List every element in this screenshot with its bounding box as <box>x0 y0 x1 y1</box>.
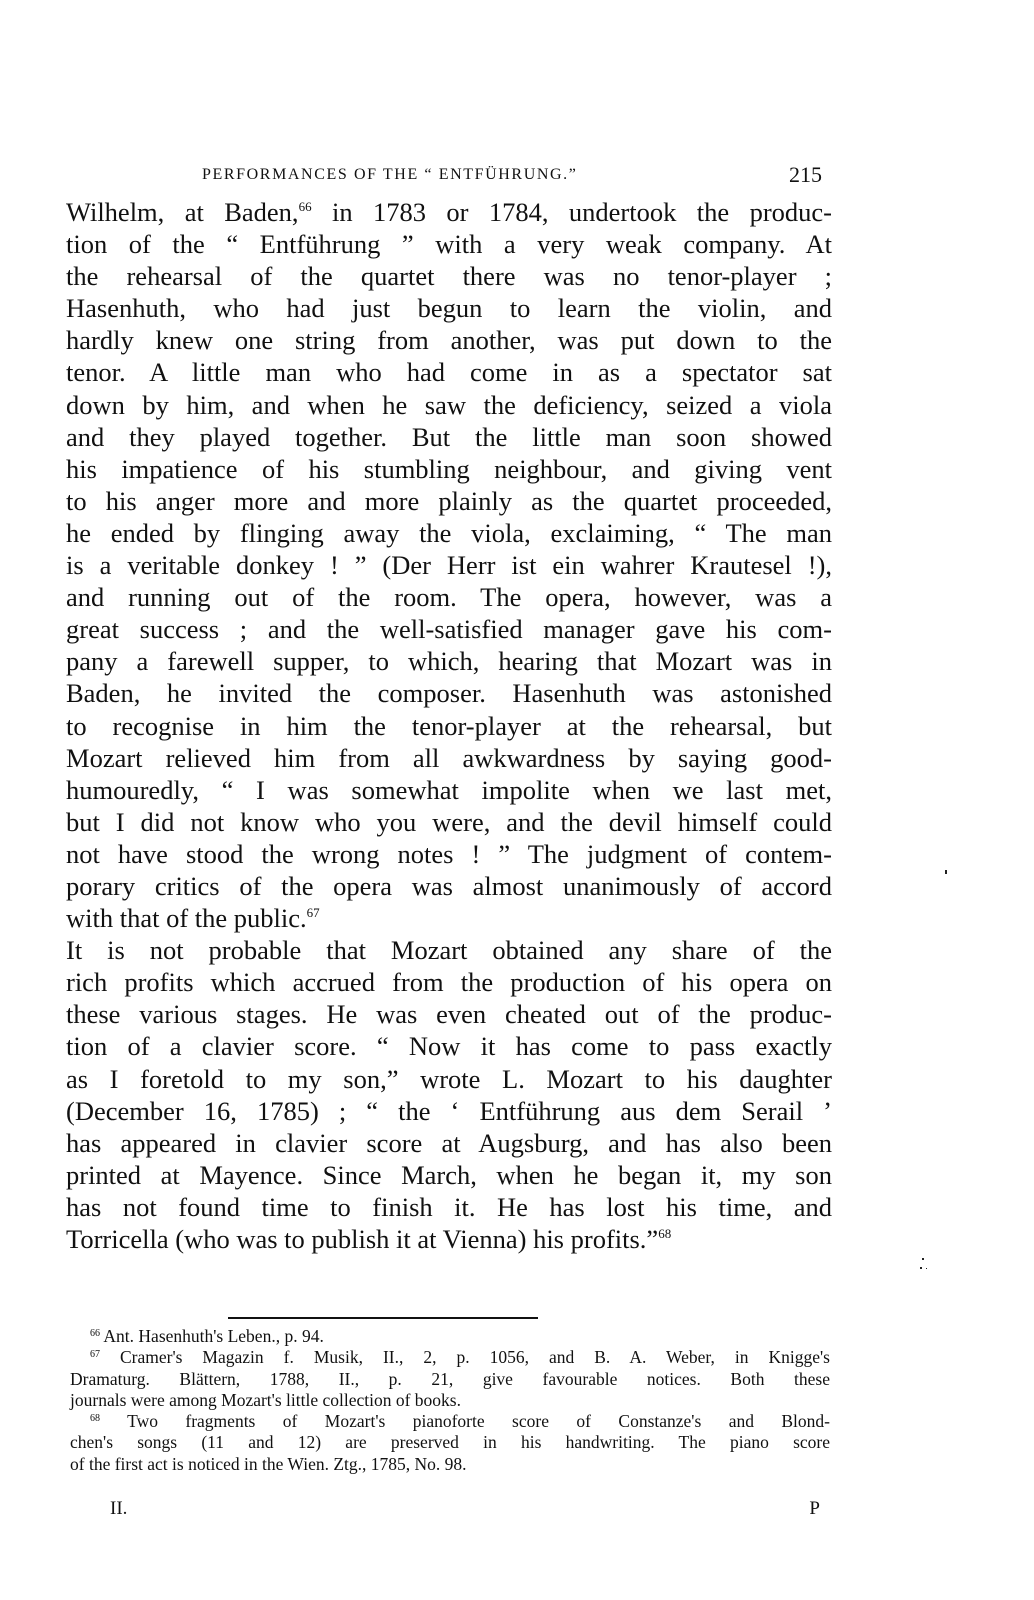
text-line <box>66 292 832 324</box>
footnote-line <box>70 1369 830 1390</box>
text-line-content: down by him, and when he saw the deficiency, seized a viola <box>66 389 832 420</box>
scan-speck <box>922 1258 924 1260</box>
text-line <box>66 260 832 292</box>
text-line-content: but I did not know who you were, and the devil himself could <box>66 806 832 837</box>
signature-letter: P <box>809 1498 820 1519</box>
scan-speck <box>926 1268 927 1269</box>
text-line <box>66 324 832 356</box>
footnote-line <box>70 1326 830 1347</box>
text-line <box>66 1063 832 1095</box>
text-line-content: printed at Mayence. Since March, when he began it, my son <box>66 1159 832 1190</box>
text-line-content: Wilhelm, at Baden, <box>66 197 299 227</box>
text-line-content: is a veritable donkey ! ” (Der Herr ist ein wahrer Krautesel !), <box>66 550 832 581</box>
text-line <box>66 934 832 966</box>
footnote-line <box>70 1411 830 1432</box>
text-line-content: It is not probable that Mozart obtained any share of the <box>66 935 832 966</box>
text-line <box>66 1127 832 1159</box>
text-line <box>66 710 832 742</box>
text-line <box>66 870 832 902</box>
text-line-content: Hasenhuth, who had just begun to learn the violin, and <box>66 293 832 324</box>
text-line <box>66 1191 832 1223</box>
text-line-content: Mozart relieved him from all awkwardness by saying good- <box>66 742 832 773</box>
footnote-marker[interactable]: 66 <box>298 199 312 214</box>
text-line <box>66 389 832 421</box>
text-line-content: tenor. A little man who had come in as a spectator sat <box>66 357 832 388</box>
text-line <box>66 228 832 260</box>
text-line-content: to recognise in him the tenor-player at the rehearsal, but <box>66 710 832 741</box>
footnote-line <box>70 1390 830 1411</box>
text-line <box>66 356 832 388</box>
footnote-text: Ant. Hasenhuth's Leben., p. 94. <box>100 1326 324 1346</box>
text-line-content: his impatience of his stumbling neighbour, and giving vent <box>66 453 832 484</box>
text-line <box>66 613 832 645</box>
footnote-text: chen's songs (11 and 12) are preserved in his handwriting. The piano score <box>70 1432 830 1453</box>
text-line-content: he ended by flinging away the viola, exclaiming, “ The man <box>66 517 832 548</box>
footnote-number: 66 <box>90 1328 100 1339</box>
text-line <box>66 677 832 709</box>
text-line-content: humouredly, “ I was somewhat impolite when we last met, <box>66 774 832 805</box>
footnote-text: Cramer's Magazin f. Musik, II., 2, p. 1056, and B. A. Weber, in Knigge's <box>100 1347 830 1368</box>
text-line <box>66 966 832 998</box>
text-line-content: porary critics of the opera was almost unanimously of accord <box>66 870 832 901</box>
footnote-text: of the first act is noticed in the Wien. Ztg., 1785, No. 98. <box>70 1453 467 1474</box>
volume-mark: II. <box>110 1498 128 1519</box>
text-line <box>66 1095 832 1127</box>
footnote-text: Dramaturg. Blättern, 1788, II., p. 21, give favourable notices. Both these <box>70 1368 830 1389</box>
running-head <box>202 160 822 190</box>
text-line <box>66 517 832 549</box>
body-text <box>66 196 832 1255</box>
text-line <box>66 902 832 934</box>
text-line-content: rich profits which accrued from the production of his opera on <box>66 967 832 998</box>
text-line <box>66 421 832 453</box>
footnote-marker[interactable]: 67 <box>306 905 320 921</box>
text-line <box>66 485 832 517</box>
text-line-content: has appeared in clavier score at Augsburg, and has also been <box>66 1127 832 1158</box>
text-line <box>66 549 832 581</box>
footnote-line <box>70 1432 830 1453</box>
text-line <box>66 1159 832 1191</box>
footnote-text: journals were among Mozart's little collection of books. <box>70 1389 461 1410</box>
footnotes <box>70 1326 830 1475</box>
text-line-content: to his anger more and more plainly as the quartet proceeded, <box>66 485 832 516</box>
text-line <box>66 1030 832 1062</box>
page-number: 215 <box>789 162 822 187</box>
text-line-content: tion of the “ Entführung ” with a very weak company. At <box>66 229 832 260</box>
text-line-content: and running out of the room. The opera, however, was a <box>66 582 832 613</box>
text-line-content: as I foretold to my son,” wrote L. Mozart to his daughter <box>66 1063 832 1094</box>
text-line <box>66 196 832 228</box>
text-line-content: Torricella (who was to publish it at Vienna) his profits.” <box>66 1224 659 1254</box>
scan-speck <box>920 1267 922 1269</box>
text-line-continuation: in 1783 or 1784, undertook the produc- <box>311 197 832 227</box>
text-line-content: pany a farewell supper, to which, hearing that Mozart was in <box>66 646 832 677</box>
text-line-content: the rehearsal of the quartet there was no tenor-player ; <box>66 261 832 292</box>
footnote-line <box>70 1454 830 1475</box>
running-head-title: PERFORMANCES OF THE “ ENTFÜHRUNG.” <box>202 166 578 183</box>
text-line <box>66 1223 832 1255</box>
text-line-content: great success ; and the well-satisfied manager gave his com- <box>66 614 832 645</box>
footnote-rule <box>228 1317 538 1319</box>
text-line <box>66 742 832 774</box>
text-line <box>66 645 832 677</box>
text-line-content: has not found time to finish it. He has lost his time, and <box>66 1191 832 1222</box>
footnote-line <box>70 1347 830 1368</box>
footnote-marker[interactable]: 68 <box>658 1226 672 1241</box>
text-line-content: with that of the public. <box>66 903 307 934</box>
text-line-content: (December 16, 1785) ; “ the ‘ Entführung aus dem Serail ’ <box>66 1095 832 1126</box>
text-line <box>66 581 832 613</box>
text-line-content: hardly knew one string from another, was put down to the <box>66 325 832 356</box>
text-line <box>66 453 832 485</box>
scan-speck <box>945 870 947 874</box>
footnote-text: Two fragments of Mozart's pianoforte score of Constanze's and Blond- <box>100 1411 830 1432</box>
signature-line <box>110 1498 830 1524</box>
text-line <box>66 998 832 1030</box>
text-line-content: tion of a clavier score. “ Now it has come to pass exactly <box>66 1031 832 1062</box>
footnote-number: 67 <box>90 1349 100 1361</box>
text-line <box>66 806 832 838</box>
text-line-content: Baden, he invited the composer. Hasenhuth was astonished <box>66 678 832 709</box>
footnote-number: 68 <box>90 1413 100 1425</box>
text-line-content: and they played together. But the little man soon showed <box>66 421 832 452</box>
text-line <box>66 838 832 870</box>
text-line-content: not have stood the wrong notes ! ” The judgment of contem- <box>66 838 832 869</box>
text-line <box>66 774 832 806</box>
text-line-content: these various stages. He was even cheated out of the produc- <box>66 999 832 1030</box>
